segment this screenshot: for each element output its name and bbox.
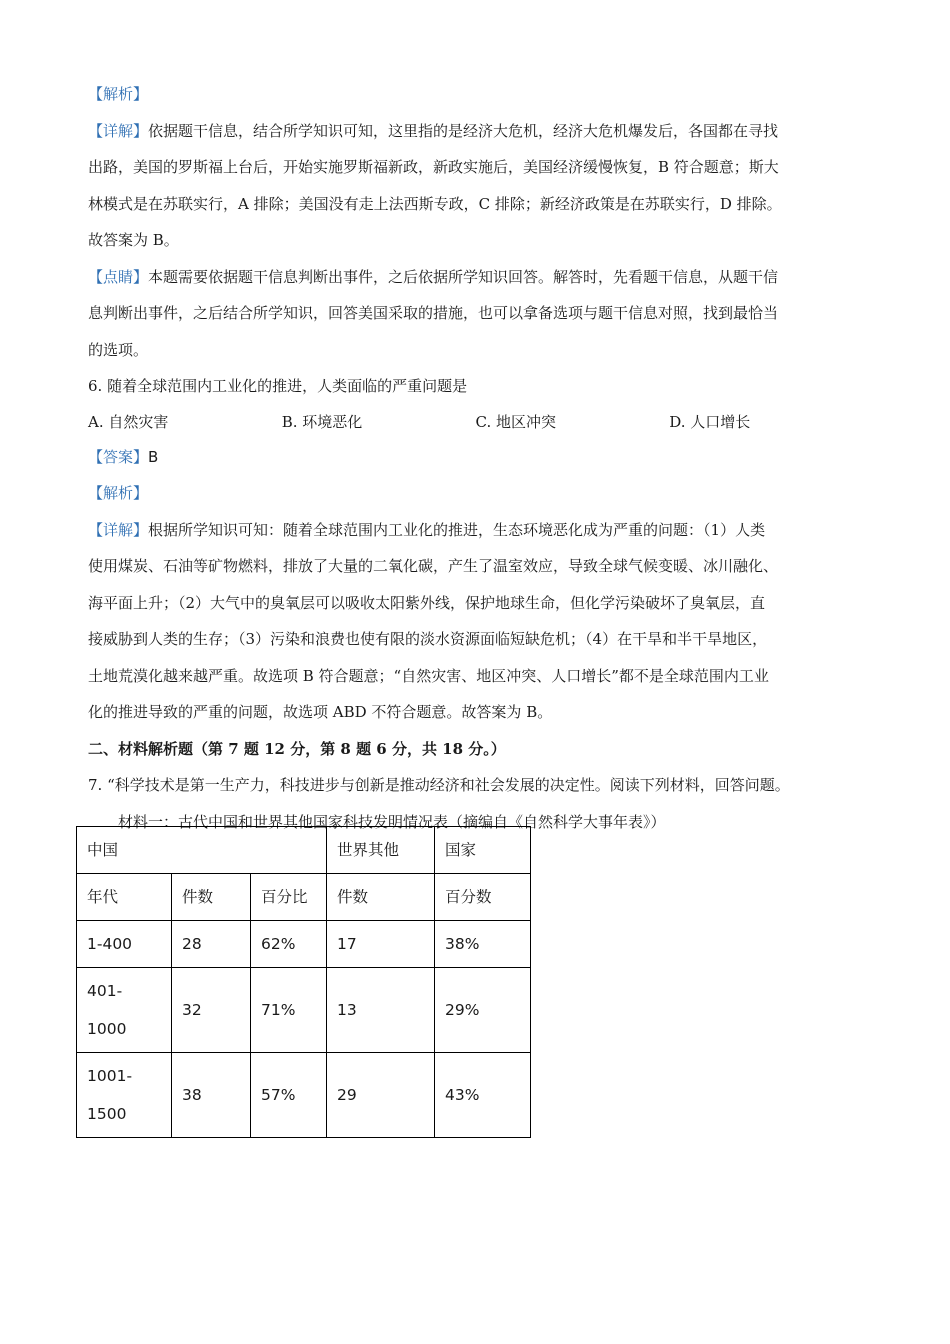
question-6-options [88,405,863,439]
table-header-cell: 中国 [77,827,327,874]
table-cell: 71% [251,968,327,1053]
table-cell: 38 [172,1053,251,1138]
comment-line: 的选项。 [88,340,149,359]
detail-line: 林模式是在苏联实行，A 排除；美国没有走上法西斯专政，C 排除；新经济政策是在苏联实行，D 排除。 [88,194,782,213]
detail-line: 接威胁到人类的生存；（3）污染和浪费也使有限的淡水资源面临短缺危机；（4）在干旱和半干旱地区， [88,630,768,648]
table-header-row [77,827,531,874]
table-header-cell: 百分数 [435,874,531,921]
detail-line: 故答案为 B。 [88,231,179,249]
detail-tag: 【详解】 [88,520,149,539]
analysis-tag: 【解析】 [88,484,149,502]
table-row [77,1053,531,1138]
comment-paragraph [88,259,863,296]
question-6-stem: 6. 随着全球范围内工业化的推进，人类面临的严重问题是 [88,377,468,395]
table-row [77,921,531,968]
detail-tag: 【详解】 [88,121,149,140]
answer-value: B [148,447,159,466]
comment-line: 本题需要依据题干信息判断出事件，之后依据所学知识回答。解答时，先看题干信息，从题干信 [148,267,779,286]
detail-line: 依据题干信息，结合所学知识可知，这里指的是经济大危机，经济大危机爆发后，各国都在寻找 [148,121,779,140]
table-header-row [77,874,531,921]
answer-tag: 【答案】 [88,447,149,466]
table-header-cell: 国家 [435,827,531,874]
table-header-cell: 年代 [77,874,172,921]
table-cell: 17 [327,921,435,968]
table-cell: 28 [172,921,251,968]
table-header-cell: 件数 [172,874,251,921]
option-a: A. 自然灾害 [88,412,169,431]
question-7-stem: 7. “科学技术是第一生产力，科技进步与创新是推动经济和社会发展的决定性。阅读下列材料，回答问题。 [88,776,790,794]
invention-table [76,826,531,1138]
detail-line: 海平面上升；（2）大气中的臭氧层可以吸收太阳紫外线，保护地球生命，但化学污染破坏了臭氧层，直 [88,593,766,612]
document-page [88,76,863,840]
comment-line: 息判断出事件，之后结合所学知识，回答美国采取的措施，也可以拿备选项与题干信息对照，找到最恰当 [88,304,779,322]
detail-line: 根据所学知识可知：随着全球范围内工业化的推进，生态环境恶化成为严重的问题：（1）人类 [148,520,766,539]
table-header-cell: 百分比 [251,874,327,921]
analysis-tag: 【解析】 [88,85,149,103]
comment-tag: 【点睛】 [88,267,149,286]
answer-line [88,439,863,476]
table-header-cell: 件数 [327,874,435,921]
option-b: B. 环境恶化 [281,412,363,431]
table-cell: 29% [435,968,531,1053]
material-1-caption: 材料一：古代中国和世界其他国家科技发明情况表（摘编自《自然科学大事年表》） [118,812,666,831]
detail-line: 出路，美国的罗斯福上台后，开始实施罗斯福新政，新政实施后，美国经济缓慢恢复，B 符合题意；斯大 [88,158,779,176]
section-heading: 二、材料解析题（第 7 题 12 分，第 8 题 6 分，共 18 分。） [88,739,506,758]
table-cell: 29 [327,1053,435,1138]
table-cell: 43% [435,1053,531,1138]
table-cell: 62% [251,921,327,968]
table-header-cell: 世界其他 [327,827,435,874]
table-cell: 13 [327,968,435,1053]
table-cell: 401- 1000 [77,968,172,1053]
option-c: C. 地区冲突 [475,412,556,431]
option-d: D. 人口增长 [669,412,751,431]
detail-line: 土地荒漠化越来越严重。故选项 B 符合题意；“自然灾害、地区冲突、人口增长”都不是全球范围内工业 [88,666,769,685]
detail-paragraph [88,113,863,150]
table-cell: 38% [435,921,531,968]
detail-line: 使用煤炭、石油等矿物燃料，排放了大量的二氧化碳，产生了温室效应，导致全球气候变暖、冰川融化、 [88,557,779,575]
detail-line: 化的推进导致的严重的问题，故选项 ABD 不符合题意。故答案为 B。 [88,703,553,721]
table-cell: 1001- 1500 [77,1053,172,1138]
table-row [77,968,531,1053]
detail-paragraph [88,512,863,549]
table-cell: 57% [251,1053,327,1138]
table-cell: 32 [172,968,251,1053]
table-cell: 1-400 [77,921,172,968]
